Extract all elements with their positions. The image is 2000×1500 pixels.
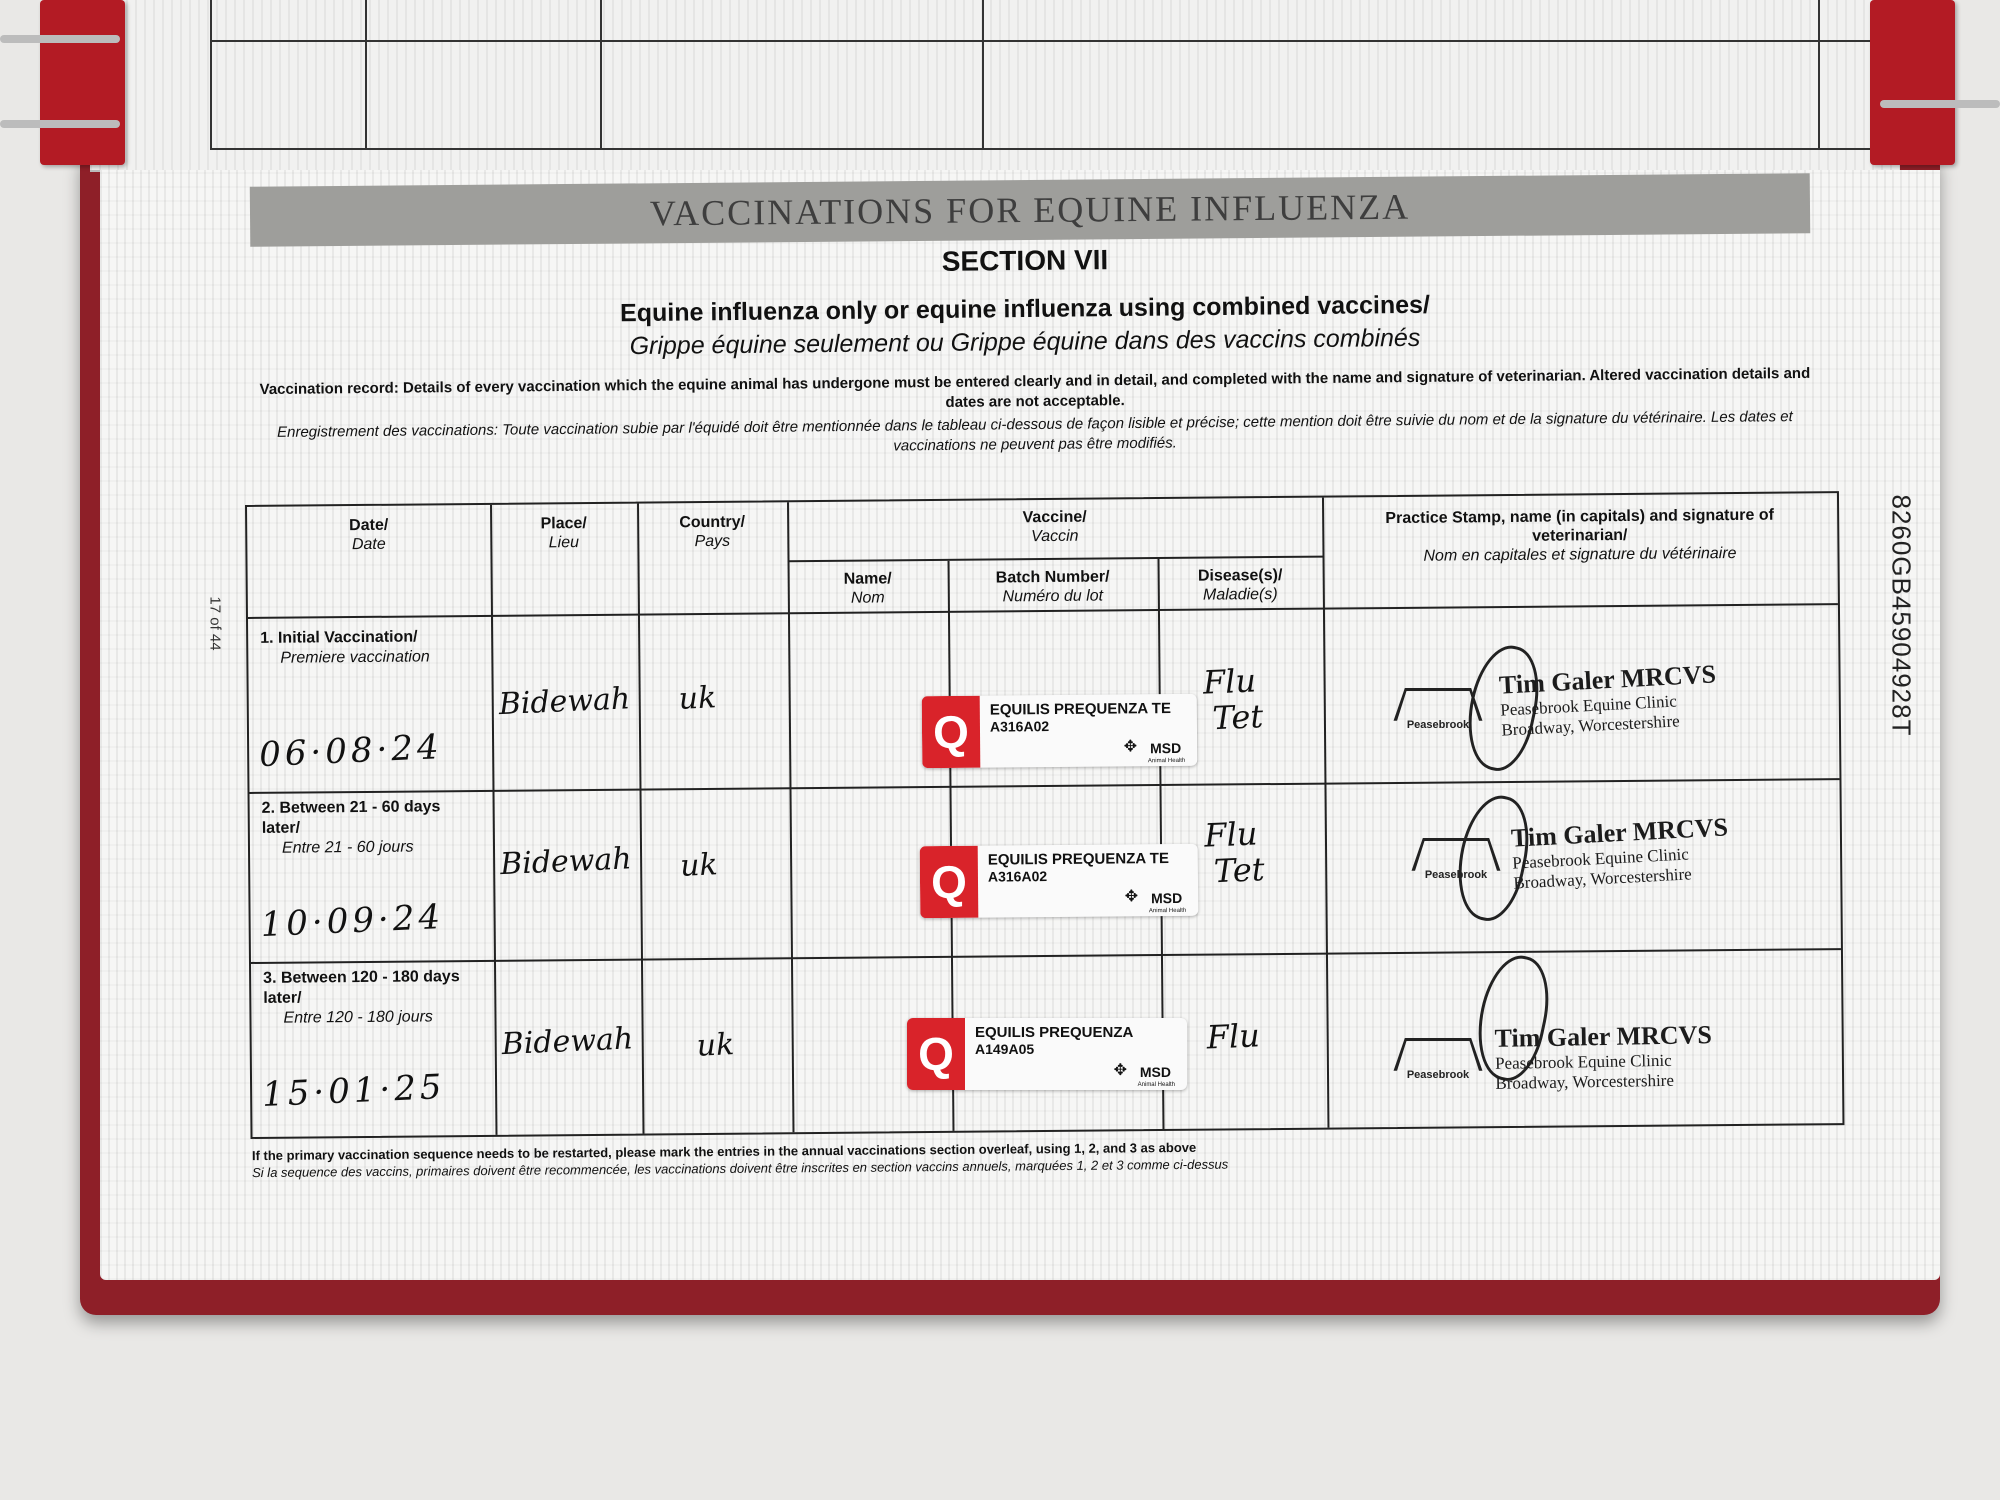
clip-wire-left-2 [0, 120, 120, 128]
sticker-product-name: EQUILIS PREQUENZA TE [987, 850, 1170, 869]
header-date: Date/ Date [349, 516, 389, 554]
row-2-disease-1: Flu [1203, 814, 1259, 855]
sticker-brand: MSD [1139, 1064, 1171, 1080]
record-note-french: Enregistrement des vaccinations: Toute vaccination subie par l'équidé doit être mentionnée dans le tableau ci-dessous de façon lisible et précise; cette mention doit être suivie du nom et de la signature du vétérinaire. Les dates et vaccinations ne peuvent pas être modifiés. [276, 408, 1793, 455]
row-1-diseases [1202, 662, 1264, 736]
sticker-product-name: EQUILIS PREQUENZA TE [989, 700, 1172, 719]
header-country: Country/ Pays [679, 513, 746, 551]
header-place: Place/ Lieu [540, 515, 587, 552]
sticker-brand-sub: Animal Health [1147, 757, 1186, 765]
practice-stamp-row-1: Tim Galer MRCVS Peasebrook Equine Clinic Broadway, Worcestershire [1498, 659, 1717, 740]
row-3-place: Bidewah [500, 1021, 634, 1063]
row-2-place: Bidewah [499, 841, 633, 883]
row-3-label: 3. Between 120 - 180 days later/ Entre 120 - 180 jours [263, 968, 460, 1027]
header-practice-stamp: Practice Stamp, name (in capitals) and signature of veterinarian/ Nom en capitales et signature du vétérinaire [1385, 506, 1774, 565]
vaccine-sticker-row-3 [907, 1018, 1187, 1090]
sticker-batch-number: A149A05 [975, 1041, 1035, 1057]
passport-number: 8260GB45904928T [1886, 494, 1917, 737]
page-number: 17 of 44 [206, 596, 224, 651]
row-3-date: 15·01·25 [261, 1067, 447, 1116]
sticker-brand: MSD [1150, 889, 1183, 907]
binder-clip-right-icon [1870, 0, 1955, 165]
practice-stamp-row-3: Tim Galer MRCVS Peasebrook Equine Clinic Broadway, Worcestershire [1494, 1020, 1713, 1093]
row-3-diseases [1206, 1017, 1261, 1055]
row-3-disease-1: Flu [1205, 1016, 1261, 1057]
msd-logo-icon: ✥ [1123, 738, 1138, 756]
msd-logo-icon: ✥ [1124, 888, 1139, 906]
row-3-country: uk [695, 1027, 735, 1064]
row-2-disease-2: Tet [1213, 850, 1266, 891]
clinic-logo-icon: Peasebrook [1400, 1035, 1476, 1081]
header-vaccine-name: Name/ Nom [843, 570, 892, 607]
sticker-brand-sub: Animal Health [1148, 907, 1187, 915]
section-title: SECTION VII [941, 244, 1109, 277]
header-batch-number: Batch Number/ Numéro du lot [995, 568, 1110, 606]
row-1-place: Bidewah [498, 681, 631, 723]
header-diseases: Disease(s)/ Maladie(s) [1197, 566, 1283, 604]
clip-wire-right [1880, 100, 2000, 108]
row-2-diseases [1204, 815, 1266, 889]
clinic-logo-icon: Peasebrook [1400, 685, 1476, 731]
sticker-batch-number: A316A02 [989, 718, 1050, 735]
subtitle-french: Grippe équine seulement ou Grippe équine dans des vaccins combinés [629, 323, 1421, 361]
row-2-date: 10·09·24 [259, 897, 445, 946]
sticker-brand-sub: Animal Health [1137, 1082, 1175, 1088]
clinic-logo-icon: Peasebrook [1418, 835, 1494, 881]
practice-stamp-row-2: Tim Galer MRCVS Peasebrook Equine Clinic Broadway, Worcestershire [1510, 812, 1729, 893]
msd-logo-icon: ✥ [1113, 1062, 1127, 1079]
sticker-q-logo: Q [920, 846, 979, 919]
sticker-product-name: EQUILIS PREQUENZA [975, 1024, 1134, 1041]
row-1-label: 1. Initial Vaccination/ Premiere vaccination [260, 628, 430, 667]
header-vaccine: Vaccine/ Vaccin [1022, 508, 1087, 546]
vaccine-sticker-row-2 [920, 844, 1199, 918]
page-banner: VACCINATIONS FOR EQUINE INFLUENZA [250, 173, 1810, 247]
previous-page [90, 0, 1900, 172]
vaccine-sticker-row-1 [922, 694, 1198, 768]
subtitle-english: Equine influenza only or equine influenza using combined vaccines/ [619, 290, 1431, 328]
record-note-english: Vaccination record: Details of every vaccination which the equine animal has undergone must be entered clearly and in detail, and completed with the name and signature of veterinarian. Altered vaccination details and dates are not acceptable. [259, 364, 1811, 411]
sticker-brand: MSD [1149, 739, 1182, 757]
sticker-q-logo: Q [907, 1018, 965, 1090]
row-1-country: uk [677, 680, 717, 717]
row-1-date: 06·08·24 [258, 727, 444, 776]
restart-footnote: If the primary vaccination sequence needs to be restarted, please mark the entries in the annual vaccinations section overleaf, using 1, 2, and 3 as above Si la sequence des vaccins, primaires doivent être recommencée, les vaccinations doivent être inscrites en section vaccins annuels, marquées 1, 2 et 3 comme ci-dessus [251, 1139, 1229, 1181]
sticker-batch-number: A316A02 [987, 868, 1048, 885]
row-1-disease-1: Flu [1202, 661, 1257, 702]
row-2-label: 2. Between 21 - 60 days later/ Entre 21 - 60 jours [261, 798, 441, 857]
row-1-disease-2: Tet [1211, 697, 1264, 738]
sticker-q-logo: Q [922, 696, 981, 769]
binder-clip-left-icon [40, 0, 125, 165]
row-2-country: uk [679, 847, 719, 884]
clip-wire-left [0, 35, 120, 43]
